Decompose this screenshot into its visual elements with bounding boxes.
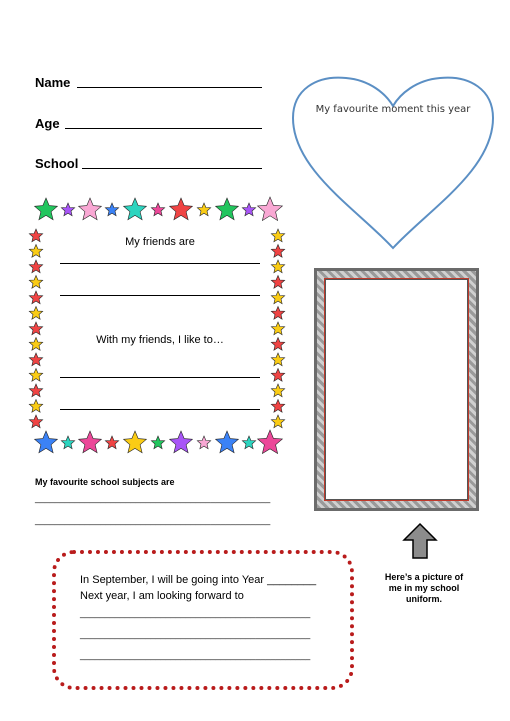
star-icon <box>61 203 74 216</box>
friends-line-2[interactable] <box>60 295 260 296</box>
star-icon <box>124 431 147 453</box>
star-icon <box>29 276 42 289</box>
star-icon <box>35 198 58 220</box>
star-icon <box>124 198 147 220</box>
subjects-line-2[interactable]: _______________________________________________ <box>35 515 271 525</box>
star-icon <box>271 415 284 428</box>
name-label: Name <box>35 75 71 90</box>
star-icon <box>271 276 284 289</box>
star-icon <box>271 291 284 304</box>
year-text: In September, I will be going into Year ________ <box>80 574 317 586</box>
subjects-line-1[interactable]: _______________________________________________ <box>35 493 271 503</box>
star-icon <box>29 369 42 382</box>
star-icon <box>197 203 210 216</box>
star-icon <box>29 415 42 428</box>
star-icon <box>29 229 42 242</box>
heart-caption: My favourite moment this year <box>315 104 471 115</box>
star-icon <box>258 430 283 454</box>
star-icon <box>151 436 164 449</box>
star-icon <box>197 436 210 449</box>
future-line-2[interactable]: ______________________________________________ <box>80 629 311 639</box>
star-icon <box>271 400 284 413</box>
star-icon <box>105 203 118 216</box>
star-icon <box>29 322 42 335</box>
future-line-3[interactable]: ______________________________________________ <box>80 650 311 660</box>
star-icon <box>271 338 284 351</box>
star-icon <box>79 198 102 220</box>
star-icon <box>151 203 164 216</box>
photo-area[interactable] <box>325 279 468 500</box>
star-icon <box>271 384 284 397</box>
star-icon <box>29 291 42 304</box>
star-icon <box>242 436 255 449</box>
friends-label: My friends are <box>125 236 195 248</box>
star-icon <box>216 431 239 453</box>
star-icon <box>216 198 239 220</box>
future-line-1[interactable]: ______________________________________________ <box>80 608 311 618</box>
friends-line-1[interactable] <box>60 263 260 264</box>
star-icon <box>29 307 42 320</box>
star-icon <box>258 197 283 221</box>
star-icon <box>271 307 284 320</box>
star-icon <box>271 353 284 366</box>
age-label: Age <box>35 116 60 131</box>
star-icon <box>271 322 284 335</box>
star-icon <box>29 353 42 366</box>
star-icon <box>29 338 42 351</box>
star-icon <box>271 260 284 273</box>
star-icon <box>35 431 58 453</box>
star-icon <box>79 431 102 453</box>
photo-frame <box>314 268 479 511</box>
star-icon <box>61 436 74 449</box>
looking-forward-text: Next year, I am looking forward to <box>80 590 244 602</box>
school-label: School <box>35 156 79 171</box>
subjects-label: My favourite school subjects are <box>35 477 175 487</box>
activities-label: With my friends, I like to… <box>96 334 224 346</box>
star-icon <box>242 203 255 216</box>
star-icon <box>170 198 193 220</box>
star-icon <box>29 260 42 273</box>
photo-caption: Here’s a picture of me in my school uniform. <box>384 572 464 604</box>
star-icon <box>170 431 193 453</box>
star-icon <box>29 245 42 258</box>
star-icon <box>271 369 284 382</box>
up-arrow-icon <box>402 522 438 560</box>
star-icon <box>29 400 42 413</box>
star-icon <box>29 384 42 397</box>
activities-line-1[interactable] <box>60 377 260 378</box>
activities-line-2[interactable] <box>60 409 260 410</box>
star-icon <box>271 245 284 258</box>
star-icon <box>271 229 284 242</box>
star-icon <box>105 436 118 449</box>
future-box <box>52 550 354 690</box>
